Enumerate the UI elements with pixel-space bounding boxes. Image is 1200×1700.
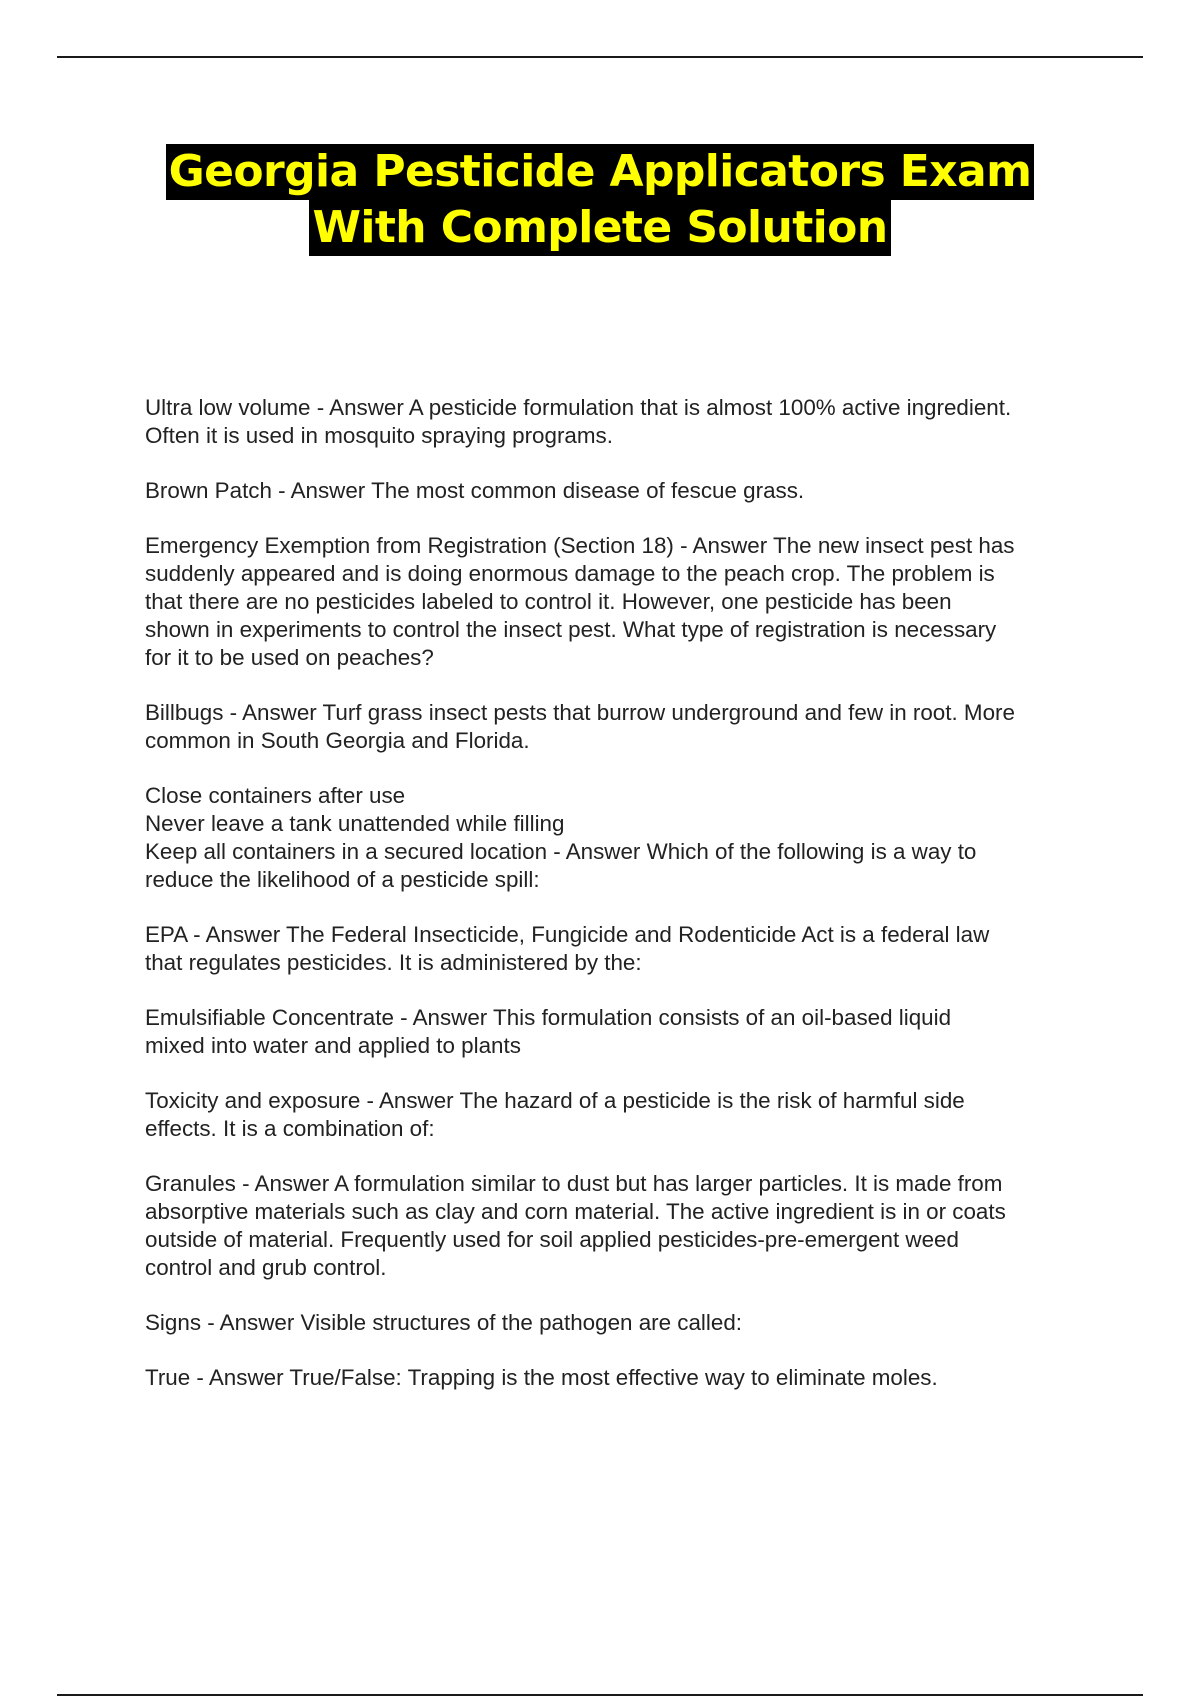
- qa-entry: [145, 782, 1105, 894]
- qa-entry: [145, 1087, 1105, 1143]
- qa-entry-line: Billbugs - Answer Turf grass insect pests that burrow underground and few in root. More: [145, 700, 1015, 725]
- qa-entry-line: Close containers after use: [145, 783, 406, 808]
- qa-entry: [145, 1364, 1105, 1392]
- qa-entry-line: Granules - Answer A formulation similar to dust but has larger particles. It is made from: [145, 1171, 1003, 1196]
- qa-entry-line: Emulsifiable Concentrate - Answer This formulation consists of an oil-based liquid: [145, 1005, 952, 1030]
- top-rule: [57, 56, 1143, 58]
- qa-entry-line: Often it is used in mosquito spraying programs.: [145, 423, 613, 448]
- qa-entry-line: shown in experiments to control the insect pest. What type of registration is necessary: [145, 617, 997, 642]
- qa-entry-line: that there are no pesticides labeled to control it. However, one pesticide has been: [145, 589, 952, 614]
- qa-entry-line: common in South Georgia and Florida.: [145, 728, 530, 753]
- qa-entry-line: suddenly appeared and is doing enormous damage to the peach crop. The problem is: [145, 561, 995, 586]
- qa-entry-line: outside of material. Frequently used for soil applied pesticides-pre-emergent weed: [145, 1227, 959, 1252]
- qa-entry: [145, 921, 1105, 977]
- qa-entry: [145, 532, 1105, 672]
- qa-entry-line: Ultra low volume - Answer A pesticide formulation that is almost 100% active ingredient.: [145, 395, 1012, 420]
- document-title: [0, 144, 1200, 256]
- qa-entry: [145, 1309, 1105, 1337]
- qa-entry: [145, 394, 1105, 450]
- title-line-2: With Complete Solution: [309, 200, 890, 256]
- qa-entry-line: True - Answer True/False: Trapping is the most effective way to eliminate moles.: [145, 1365, 938, 1390]
- qa-entry-line: effects. It is a combination of:: [145, 1116, 435, 1141]
- qa-entry-line: EPA - Answer The Federal Insecticide, Fungicide and Rodenticide Act is a federal law: [145, 922, 990, 947]
- title-line-1: Georgia Pesticide Applicators Exam: [166, 144, 1035, 200]
- qa-entry-line: absorptive materials such as clay and corn material. The active ingredient is in or coats: [145, 1199, 1006, 1224]
- qa-entry-line: mixed into water and applied to plants: [145, 1033, 521, 1058]
- qa-entry-line: Emergency Exemption from Registration (Section 18) - Answer The new insect pest has: [145, 533, 1015, 558]
- qa-entry-line: that regulates pesticides. It is administered by the:: [145, 950, 642, 975]
- qa-entry-line: Toxicity and exposure - Answer The hazard of a pesticide is the risk of harmful side: [145, 1088, 965, 1113]
- qa-entry: [145, 477, 1105, 505]
- qa-entry-line: reduce the likelihood of a pesticide spill:: [145, 867, 540, 892]
- qa-entry-line: Signs - Answer Visible structures of the pathogen are called:: [145, 1310, 743, 1335]
- qa-entry-line: Never leave a tank unattended while filling: [145, 811, 565, 836]
- qa-entry-line: for it to be used on peaches?: [145, 645, 434, 670]
- qa-entry-line: Keep all containers in a secured location - Answer Which of the following is a way to: [145, 839, 977, 864]
- qa-list: [145, 394, 1105, 1419]
- bottom-rule: [57, 1694, 1143, 1696]
- qa-entry: [145, 699, 1105, 755]
- qa-entry-line: Brown Patch - Answer The most common disease of fescue grass.: [145, 478, 805, 503]
- qa-entry: [145, 1170, 1105, 1282]
- qa-entry-line: control and grub control.: [145, 1255, 387, 1280]
- qa-entry: [145, 1004, 1105, 1060]
